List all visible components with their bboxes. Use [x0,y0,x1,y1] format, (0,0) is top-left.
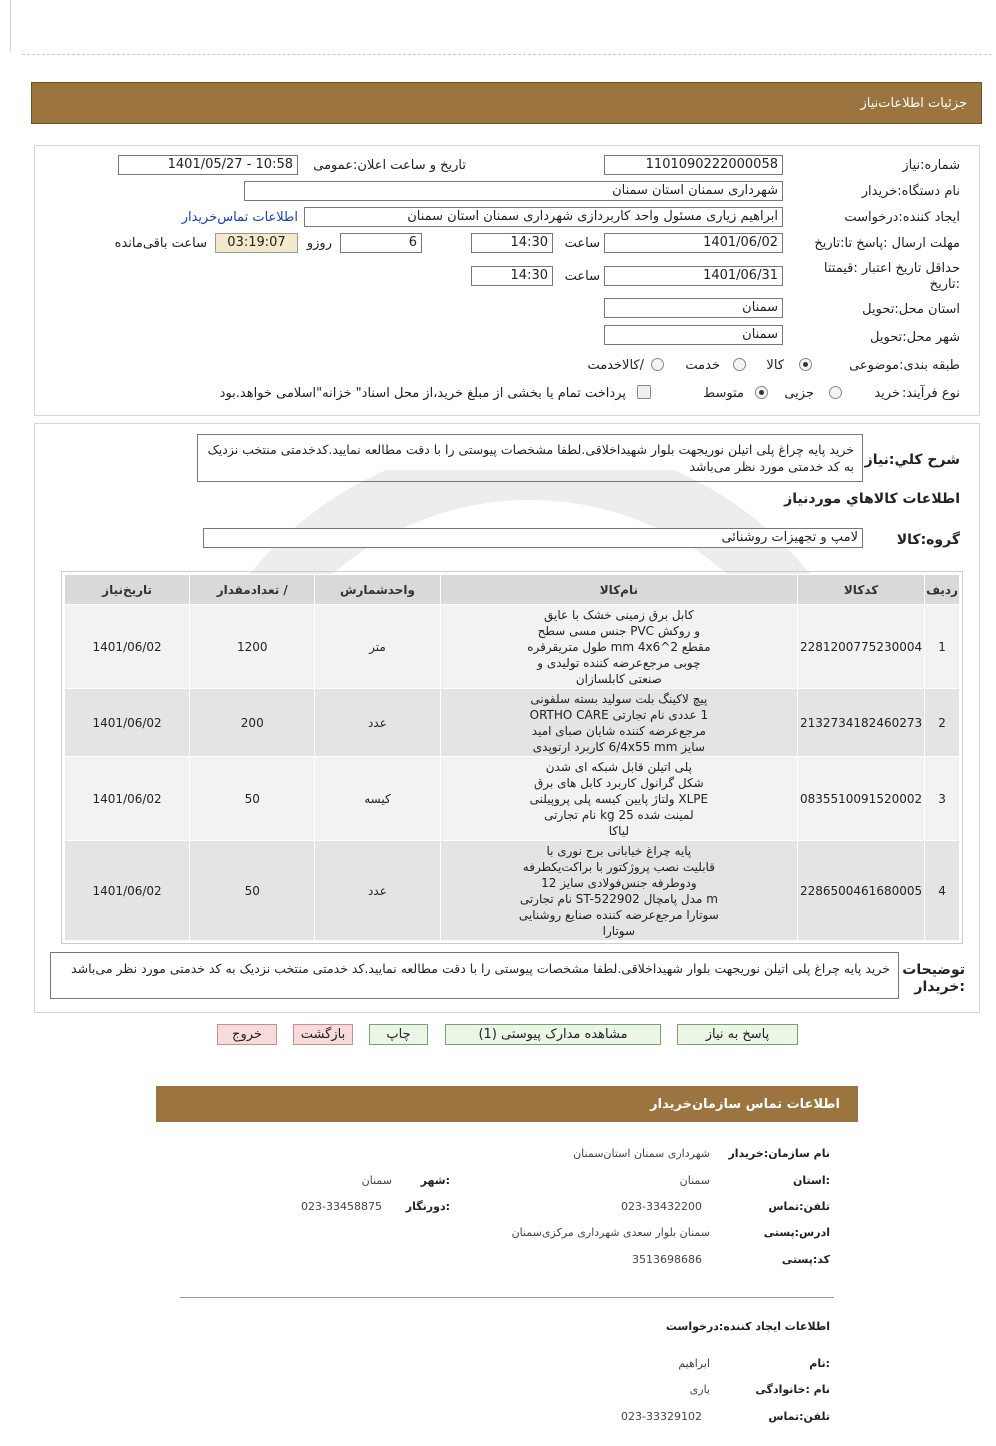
category-option-service: خدمت [685,358,720,373]
contact-fax-value: 023-33458875 [301,1200,382,1213]
category-option-goods: کالا [766,358,784,373]
remaining-timer: 03:19:07 [215,233,298,253]
table-row [65,841,960,941]
contact-header-bar [156,1086,858,1122]
contact-address-value: سمنان بلوار سعدی شهرداری مرکزی‌سمنان [511,1226,710,1239]
name-line: m مدل پامچال ST-522902 نام تجارتی [519,891,718,906]
category-label: طبقه بندی:موضوعی [849,358,960,373]
process-option-purchase: خرید [874,386,900,401]
days-label: روزو [306,236,332,251]
process-option-minor: جزیی [784,386,814,401]
category-radio-service[interactable] [733,358,746,371]
creator-name-label: :نام [809,1357,830,1370]
summary-label: شرح کلي:نياز [864,452,960,468]
table-row [65,689,960,757]
table-header-row [65,575,960,605]
cell-name [440,689,797,757]
buyer-notes-text: خرید پایه چراغ پلی اتیلن نوریجهت بلوار شهیداخلاقی.لطفا مشخصات پیوستی را با دقت مطالعه نمایید.کد خدمتی منتخب نزدیک به کد خدمتی مورد نظر می‌باشد [50,952,899,999]
contact-province-label: :استان [793,1174,830,1187]
th-unit: واحدشمارش [315,575,440,605]
name-line: لیاکا [608,823,630,838]
cell-date: 1401/06/02 [65,605,190,689]
top-divider [22,54,992,55]
exit-button[interactable]: خروج [217,1024,277,1045]
cell-row: 1 [925,605,960,689]
cell-name [440,605,797,689]
name-line: 1 عددی نام تجارتی ORTHO CARE [529,707,709,722]
days-field[interactable]: 6 [340,233,422,253]
goods-table-wrapper [61,571,963,944]
name-line: مقطع 2^mm 4x6 طول متریقرقره [527,639,711,654]
name-line: سایز 6/4x55 mm کاربرد ارتوپدی [532,739,705,754]
validity-label-1: حداقل تاریخ اعتبار :قیمتتا [823,261,960,276]
need-number-label: شماره:نیاز [902,158,960,173]
process-radio-medium[interactable] [755,386,768,399]
details-header-bar [31,82,982,124]
th-row: ردیف [925,575,960,605]
validity-label-2: :تاریخ [929,277,960,292]
name-line: سوتارا [602,923,636,938]
province-field[interactable]: سمنان [604,298,783,318]
contact-province-value: سمنان [679,1174,710,1187]
reply-button[interactable]: پاسخ به نیاز [677,1024,798,1045]
contact-postal-value: 3513698686 [632,1253,702,1266]
table-row [65,757,960,841]
cell-unit: عدد [315,841,440,941]
contact-org-label: نام سازمان:خریدار [728,1147,830,1160]
treasury-payment-checkbox[interactable] [637,385,651,399]
cell-code: 2281200775230004 [798,605,925,689]
cell-qty: 50 [190,841,315,941]
contact-postal-label: کد:پستی [781,1253,830,1266]
name-line: پیچ لاکینگ بلت سولید بسته سلفونی [530,691,708,706]
creator-field[interactable]: ابراهیم زیاری مسئول واحد کاربردازی شهرداری سمنان استان سمنان [304,207,783,227]
cell-code: 2132734182460273 [798,689,925,757]
buyer-contact-link[interactable]: اطلاعات تماس‌خریدار [181,210,298,225]
cell-code: 2286500461680005 [798,841,925,941]
contact-city-label: :شهر [420,1174,450,1187]
header-title: جزئیات اطلاعات‌نیاز [860,96,967,111]
cell-unit: عدد [315,689,440,757]
name-line: ودوطرفه جنس‌فولادی سایز 12 [541,875,697,890]
category-radio-goods[interactable] [799,358,812,371]
cell-date: 1401/06/02 [65,841,190,941]
goods-info-title: اطلاعات کالاهاي موردنياز [784,491,960,507]
table-row [65,605,960,689]
name-line: پایه چراغ خیابانی برج نوری با [546,843,692,858]
payment-note: پرداخت تمام یا بخشی از مبلغ خرید،از محل اسناد" خزانه"اسلامی خواهد.بود [219,386,626,401]
contact-city-value: سمنان [361,1174,392,1187]
category-option-goods-service: /کالاخدمت [587,358,644,373]
cell-date: 1401/06/02 [65,689,190,757]
province-label: استان محل:تحویل [862,302,960,317]
name-line: کابل برق زمینی خشک با عایق [544,607,694,622]
contact-phone-label: تلفن:تماس [768,1200,830,1213]
th-code: کدکالا [798,575,925,605]
cell-qty: 200 [190,689,315,757]
th-name: نام‌کالا [440,575,797,605]
view-attachments-button[interactable]: مشاهده مدارک پیوستی (1) [445,1024,661,1045]
deadline-label: مهلت ارسال :پاسخ تا:تاریخ [814,236,960,251]
contact-phone-value: 023-33432200 [621,1200,702,1213]
name-line: چوبی مرجع‌عرضه کننده تولیدی و [537,655,701,670]
cell-qty: 1200 [190,605,315,689]
announce-datetime-field[interactable]: 1401/05/27 - 10:58 [118,155,298,175]
cell-code: 0835510091520002 [798,757,925,841]
name-line: شکل گرانول کاربرد کابل های برق [534,775,704,790]
left-border-line [10,0,11,52]
cell-name [440,841,797,941]
city-label: شهر محل:تحویل [870,330,960,345]
contact-address-label: ادرس:پستی [763,1226,830,1239]
creator-name-value: ابراهیم [678,1357,710,1370]
creator-info-title: اطلاعات ایجاد کننده:درخواست [665,1320,830,1333]
cell-date: 1401/06/02 [65,757,190,841]
validity-date-field[interactable]: 1401/06/31 [604,266,783,286]
deadline-time-label: ساعت [564,236,600,251]
deadline-date-field[interactable]: 1401/06/02 [604,233,783,253]
name-line: لمینت شده kg 25 نام تجارتی [544,807,694,822]
name-line: XLPE ولتاژ پایین کیسه پلی پروپیلنی [529,791,709,806]
creator-family-label: نام :خانوادگی [755,1383,830,1396]
need-number-field[interactable]: 1101090222000058 [604,155,783,175]
cell-qty: 50 [190,757,315,841]
buyer-notes-label-2: :خریدار [914,979,965,995]
name-line: صنعتی کابلسازان [575,671,662,686]
category-radio-goods-service[interactable] [651,358,664,371]
process-option-medium: متوسط [703,386,744,401]
creator-family-value: یاری [689,1383,710,1396]
creator-phone-value: 023-33329102 [621,1410,702,1423]
process-label: نوع فرآیند: [902,386,960,401]
th-qty: / تعدادمقدار [190,575,315,605]
deadline-time-field[interactable]: 14:30 [471,233,553,253]
goods-group-field[interactable]: لامپ و تجهیزات روشنائی [203,528,863,548]
cell-row: 3 [925,757,960,841]
announce-label: تاریخ و ساعت اعلان:عمومی [313,158,466,173]
name-line: مرجع‌عرضه کننده شایان صبای امید [531,723,706,738]
validity-time-label: ساعت [564,269,600,284]
contact-divider [180,1297,834,1298]
name-line: قابلیت نصب پروژکتور با براکت‌یکطرفه [522,859,715,874]
contact-title: اطلاعات تماس سازمان‌خریدار [650,1097,840,1112]
contact-org-value: شهرداری سمنان استان‌سمنان [573,1147,710,1160]
creator-label: ایجاد کننده:درخواست [844,210,960,225]
creator-phone-label: تلفن:تماس [768,1410,830,1423]
goods-table [64,574,960,941]
summary-text: خرید پایه چراغ پلی اتیلن نوریجهت بلوار شهیداخلاقی.لطفا مشخصات پیوستی را با دقت مطالعه نمایید.کدخدمتی منتخب نزدیک به کد خدمتی مورد نظر می‌باشد [197,434,863,482]
buyer-notes-label-1: توضیحات [902,962,965,978]
city-field[interactable]: سمنان [604,325,783,345]
th-date: تاریخ‌نیاز [65,575,190,605]
name-line: و روکش PVC جنس مسی سطح [537,623,701,638]
process-radio-minor[interactable] [829,386,842,399]
validity-time-field[interactable]: 14:30 [471,266,553,286]
name-line: پلی اتیلن قابل شبکه ای شدن [545,759,692,774]
remaining-label: ساعت باقی‌مانده [114,236,207,251]
buyer-org-label: نام دستگاه:خریدار [861,184,960,199]
cell-row: 2 [925,689,960,757]
name-line: سوتارا مرجع‌عرضه کننده صنایع روشنایی [518,907,719,922]
back-button[interactable]: بازگشت [293,1024,353,1045]
cell-name [440,757,797,841]
cell-unit: متر [315,605,440,689]
print-button[interactable]: چاپ [369,1024,428,1045]
buyer-org-field[interactable]: شهرداری سمنان استان سمنان [244,181,783,201]
cell-unit: کیسه [315,757,440,841]
cell-row: 4 [925,841,960,941]
goods-group-label: گروه:کالا [896,532,960,548]
contact-fax-label: :دورنگار [405,1200,450,1213]
